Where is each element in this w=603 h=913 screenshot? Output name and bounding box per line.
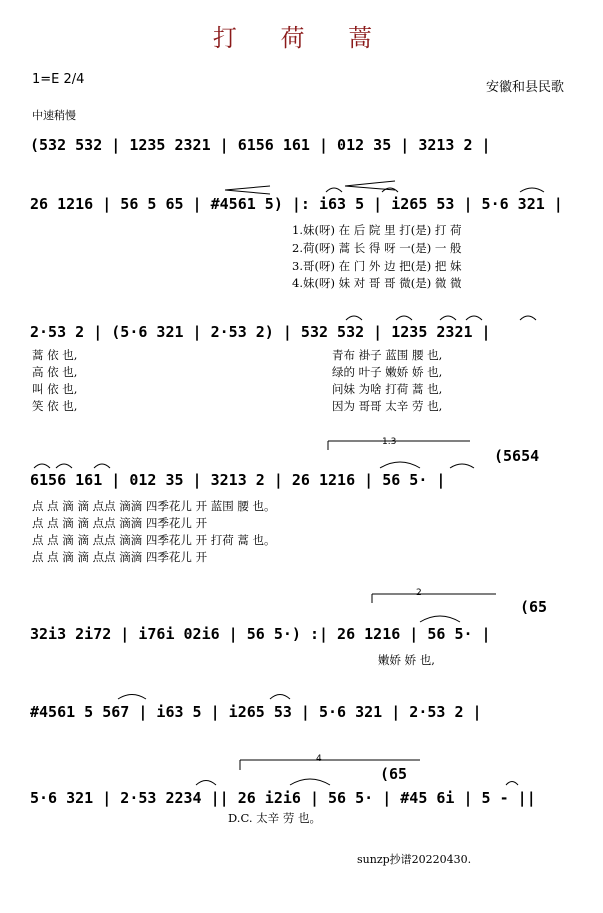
lyric-verse-b-left-4: 笑 依 也, [32, 399, 78, 413]
slurs-line-3 [346, 316, 536, 320]
tempo-marking: 中速稍慢 [32, 109, 76, 122]
lyric-verse-c-2: 点 点 滴 滴 点点 滴滴 四季花儿 开 [32, 516, 208, 530]
lyric-verse-b-right-4: 因为 哥哥 太辛 劳 也, [332, 399, 443, 413]
lyric-verse-b-right-2: 绿的 叶子 嫩娇 娇 也, [332, 365, 443, 379]
decrescendo-hairpin [345, 181, 395, 190]
score-line-7: 5·6 321 | 2·53 2234 || 26 i2i6 | 56 5· | #45 6i | 5 - || [30, 789, 536, 807]
lyric-verse-b-left-2: 高 依 也, [32, 365, 78, 379]
lyric-verse-a-2: 2.荷(呀) 蒿 长 得 呀 一(是) 一 般 [292, 241, 462, 255]
key-signature: 1=E 2/4 [32, 72, 85, 87]
score-line-1: (532 532 | 1235 2321 | 6156 161 | 012 35 | 3213 2 | [30, 136, 491, 154]
lyric-verse-b-left-3: 叫 依 也, [32, 382, 78, 396]
score-line-3: 2·53 2 | (5·6 321 | 2·53 2) | 532 532 | 1235 2321 | [30, 323, 491, 341]
score-line-6: #4561 5 567 | i63 5 | i265 53 | 5·6 321 | 2·53 2 | [30, 703, 482, 721]
transcriber-credit: sunzp抄谱20220430. [357, 853, 472, 866]
volta-first-label: 1.3 [382, 437, 397, 447]
lyric-verse-c-3: 点 点 滴 滴 点点 滴滴 四季花儿 开 打荷 蒿 也。 [32, 533, 276, 547]
song-origin: 安徽和县民歌 [486, 80, 565, 95]
lyric-verse-b-right-3: 问妹 为啥 打荷 蒿 也, [332, 382, 443, 396]
score-line-7-pickup: (65 [380, 765, 408, 783]
volta-second-bracket [372, 594, 496, 603]
slurs-line-2 [326, 188, 544, 192]
volta-second-label: 2 [416, 588, 422, 598]
lyric-verse-e: D.C. 太辛 劳 也。 [228, 811, 321, 825]
score-line-5-pickup: (65 [520, 598, 548, 616]
volta-first-bracket [328, 441, 470, 450]
slurs-line-4 [34, 462, 474, 468]
slurs-line-7 [196, 779, 518, 785]
lyric-verse-d: 嫩娇 娇 也, [378, 653, 435, 667]
lyric-verse-a-1: 1.妹(呀) 在 后 院 里 打(是) 打 荷 [292, 223, 462, 237]
lyric-verse-a-4: 4.妹(呀) 妹 对 哥 哥 微(是) 微 微 [292, 276, 462, 290]
lyric-verse-c-1: 点 点 滴 滴 点点 滴滴 四季花儿 开 蓝围 腰 也。 [32, 499, 276, 513]
score-line-3-pickup: (5654 [494, 447, 540, 465]
score-line-5: 32i3 2i72 | i76i 02i6 | 56 5·) :| 26 1216 | 56 5· | [30, 625, 491, 643]
lyric-verse-c-4: 点 点 滴 滴 点点 滴滴 四季花儿 开 [32, 550, 208, 564]
score-line-4: 6156 161 | 012 35 | 3213 2 | 26 1216 | 56 5· | [30, 471, 446, 489]
volta-fourth-label: 4 [316, 754, 322, 764]
lyric-verse-b-left-1: 蒿 依 也, [32, 348, 78, 362]
slurs-line-6 [118, 695, 290, 700]
lyric-verse-a-3: 3.哥(呀) 在 门 外 边 把(是) 把 妹 [292, 259, 462, 273]
slurs-line-5 [420, 616, 460, 622]
crescendo-hairpin [225, 186, 270, 194]
lyric-verse-b-right-1: 青布 褂子 蓝围 腰 也, [332, 348, 443, 362]
song-title: 打 荷 蒿 [212, 24, 391, 52]
score-line-2: 26 1216 | 56 5 65 | #4561 5) |: i63 5 | i265 53 | 5·6 321 | [30, 195, 563, 213]
